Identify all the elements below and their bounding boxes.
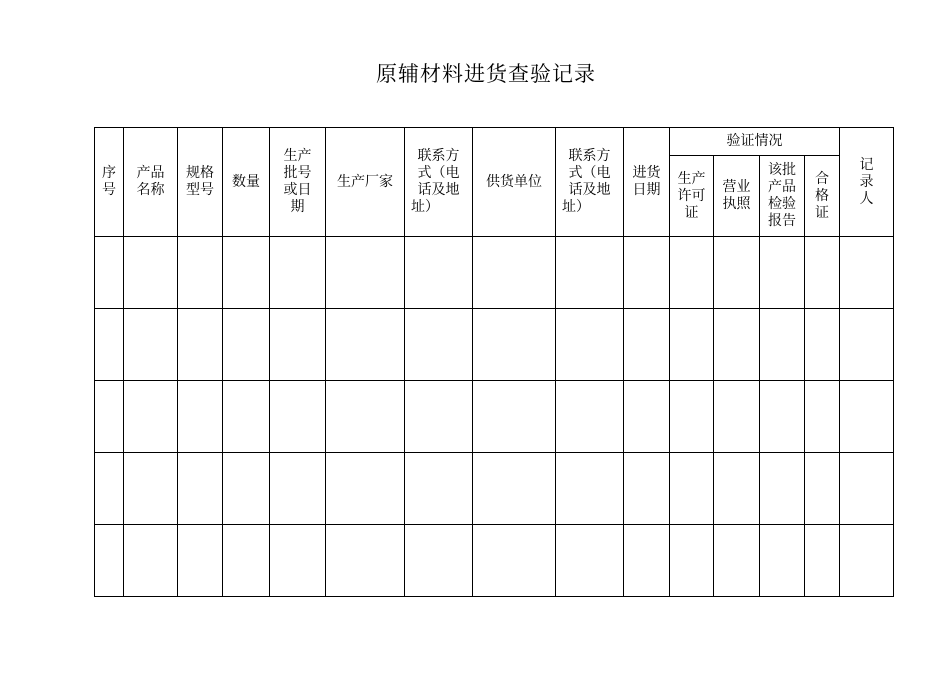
cell-supplier (473, 381, 556, 453)
header-recorder: 记录人 (840, 128, 894, 237)
cell-manufacturer (326, 453, 405, 525)
cell-product-name (124, 453, 178, 525)
cell-manufacturer-contact (405, 453, 473, 525)
cell-purchase-date (624, 381, 670, 453)
header-supplier-contact: 联系方式（电话及地址） (556, 128, 624, 237)
cell-product-name (124, 237, 178, 309)
cell-batch-date (270, 381, 326, 453)
cell-batch-inspection-report (760, 309, 805, 381)
table-row (95, 237, 894, 309)
cell-seq (95, 453, 124, 525)
cell-recorder (840, 453, 894, 525)
header-batch-date: 生产批号或日期 (270, 128, 326, 237)
cell-batch-inspection-report (760, 381, 805, 453)
cell-business-license (714, 453, 760, 525)
cell-quantity (223, 381, 270, 453)
document-title: 原辅材料进货查验记录 (376, 62, 596, 86)
cell-production-license (670, 309, 714, 381)
header-business-license: 营业执照 (714, 156, 760, 237)
cell-business-license (714, 525, 760, 597)
header-quantity: 数量 (223, 128, 270, 237)
cell-certificate (805, 381, 840, 453)
cell-business-license (714, 381, 760, 453)
cell-supplier-contact (556, 525, 624, 597)
cell-manufacturer (326, 237, 405, 309)
cell-production-license (670, 525, 714, 597)
cell-certificate (805, 525, 840, 597)
cell-batch-inspection-report (760, 453, 805, 525)
cell-quantity (223, 525, 270, 597)
header-certificate: 合格证 (805, 156, 840, 237)
cell-seq (95, 525, 124, 597)
cell-manufacturer-contact (405, 309, 473, 381)
cell-production-license (670, 381, 714, 453)
cell-quantity (223, 237, 270, 309)
cell-purchase-date (624, 237, 670, 309)
cell-recorder (840, 237, 894, 309)
cell-product-name (124, 381, 178, 453)
table-row (95, 525, 894, 597)
inspection-record-table (94, 127, 894, 597)
cell-seq (95, 237, 124, 309)
table-row (95, 381, 894, 453)
header-supplier: 供货单位 (473, 128, 556, 237)
cell-spec-model (178, 309, 223, 381)
cell-recorder (840, 309, 894, 381)
cell-recorder (840, 381, 894, 453)
cell-batch-date (270, 525, 326, 597)
cell-batch-date (270, 453, 326, 525)
cell-supplier (473, 309, 556, 381)
cell-business-license (714, 237, 760, 309)
cell-production-license (670, 453, 714, 525)
cell-seq (95, 309, 124, 381)
cell-manufacturer (326, 381, 405, 453)
header-production-license: 生产许可证 (670, 156, 714, 237)
cell-manufacturer (326, 525, 405, 597)
header-spec-model: 规格型号 (178, 128, 223, 237)
cell-spec-model (178, 453, 223, 525)
cell-batch-date (270, 309, 326, 381)
cell-supplier (473, 237, 556, 309)
cell-recorder (840, 525, 894, 597)
cell-production-license (670, 237, 714, 309)
cell-spec-model (178, 381, 223, 453)
cell-quantity (223, 453, 270, 525)
cell-seq (95, 381, 124, 453)
cell-supplier-contact (556, 381, 624, 453)
cell-quantity (223, 309, 270, 381)
header-batch-inspection-report: 该批产品检验报告 (760, 156, 805, 237)
cell-manufacturer-contact (405, 525, 473, 597)
cell-spec-model (178, 525, 223, 597)
cell-product-name (124, 309, 178, 381)
cell-supplier-contact (556, 453, 624, 525)
cell-purchase-date (624, 453, 670, 525)
cell-purchase-date (624, 309, 670, 381)
header-manufacturer-contact: 联系方式（电话及地址） (405, 128, 473, 237)
cell-supplier (473, 525, 556, 597)
record-body (95, 237, 894, 597)
cell-certificate (805, 237, 840, 309)
header-product-name: 产品名称 (124, 128, 178, 237)
header-seq: 序号 (95, 128, 124, 237)
cell-purchase-date (624, 525, 670, 597)
cell-supplier-contact (556, 237, 624, 309)
cell-certificate (805, 309, 840, 381)
cell-supplier (473, 453, 556, 525)
header-verification: 验证情况 (670, 128, 840, 156)
cell-batch-inspection-report (760, 525, 805, 597)
cell-business-license (714, 309, 760, 381)
cell-batch-inspection-report (760, 237, 805, 309)
cell-batch-date (270, 237, 326, 309)
cell-manufacturer-contact (405, 381, 473, 453)
cell-certificate (805, 453, 840, 525)
cell-manufacturer-contact (405, 237, 473, 309)
header-manufacturer: 生产厂家 (326, 128, 405, 237)
table-row (95, 453, 894, 525)
table-row (95, 309, 894, 381)
cell-supplier-contact (556, 309, 624, 381)
cell-manufacturer (326, 309, 405, 381)
header-purchase-date: 进货日期 (624, 128, 670, 237)
cell-product-name (124, 525, 178, 597)
cell-spec-model (178, 237, 223, 309)
